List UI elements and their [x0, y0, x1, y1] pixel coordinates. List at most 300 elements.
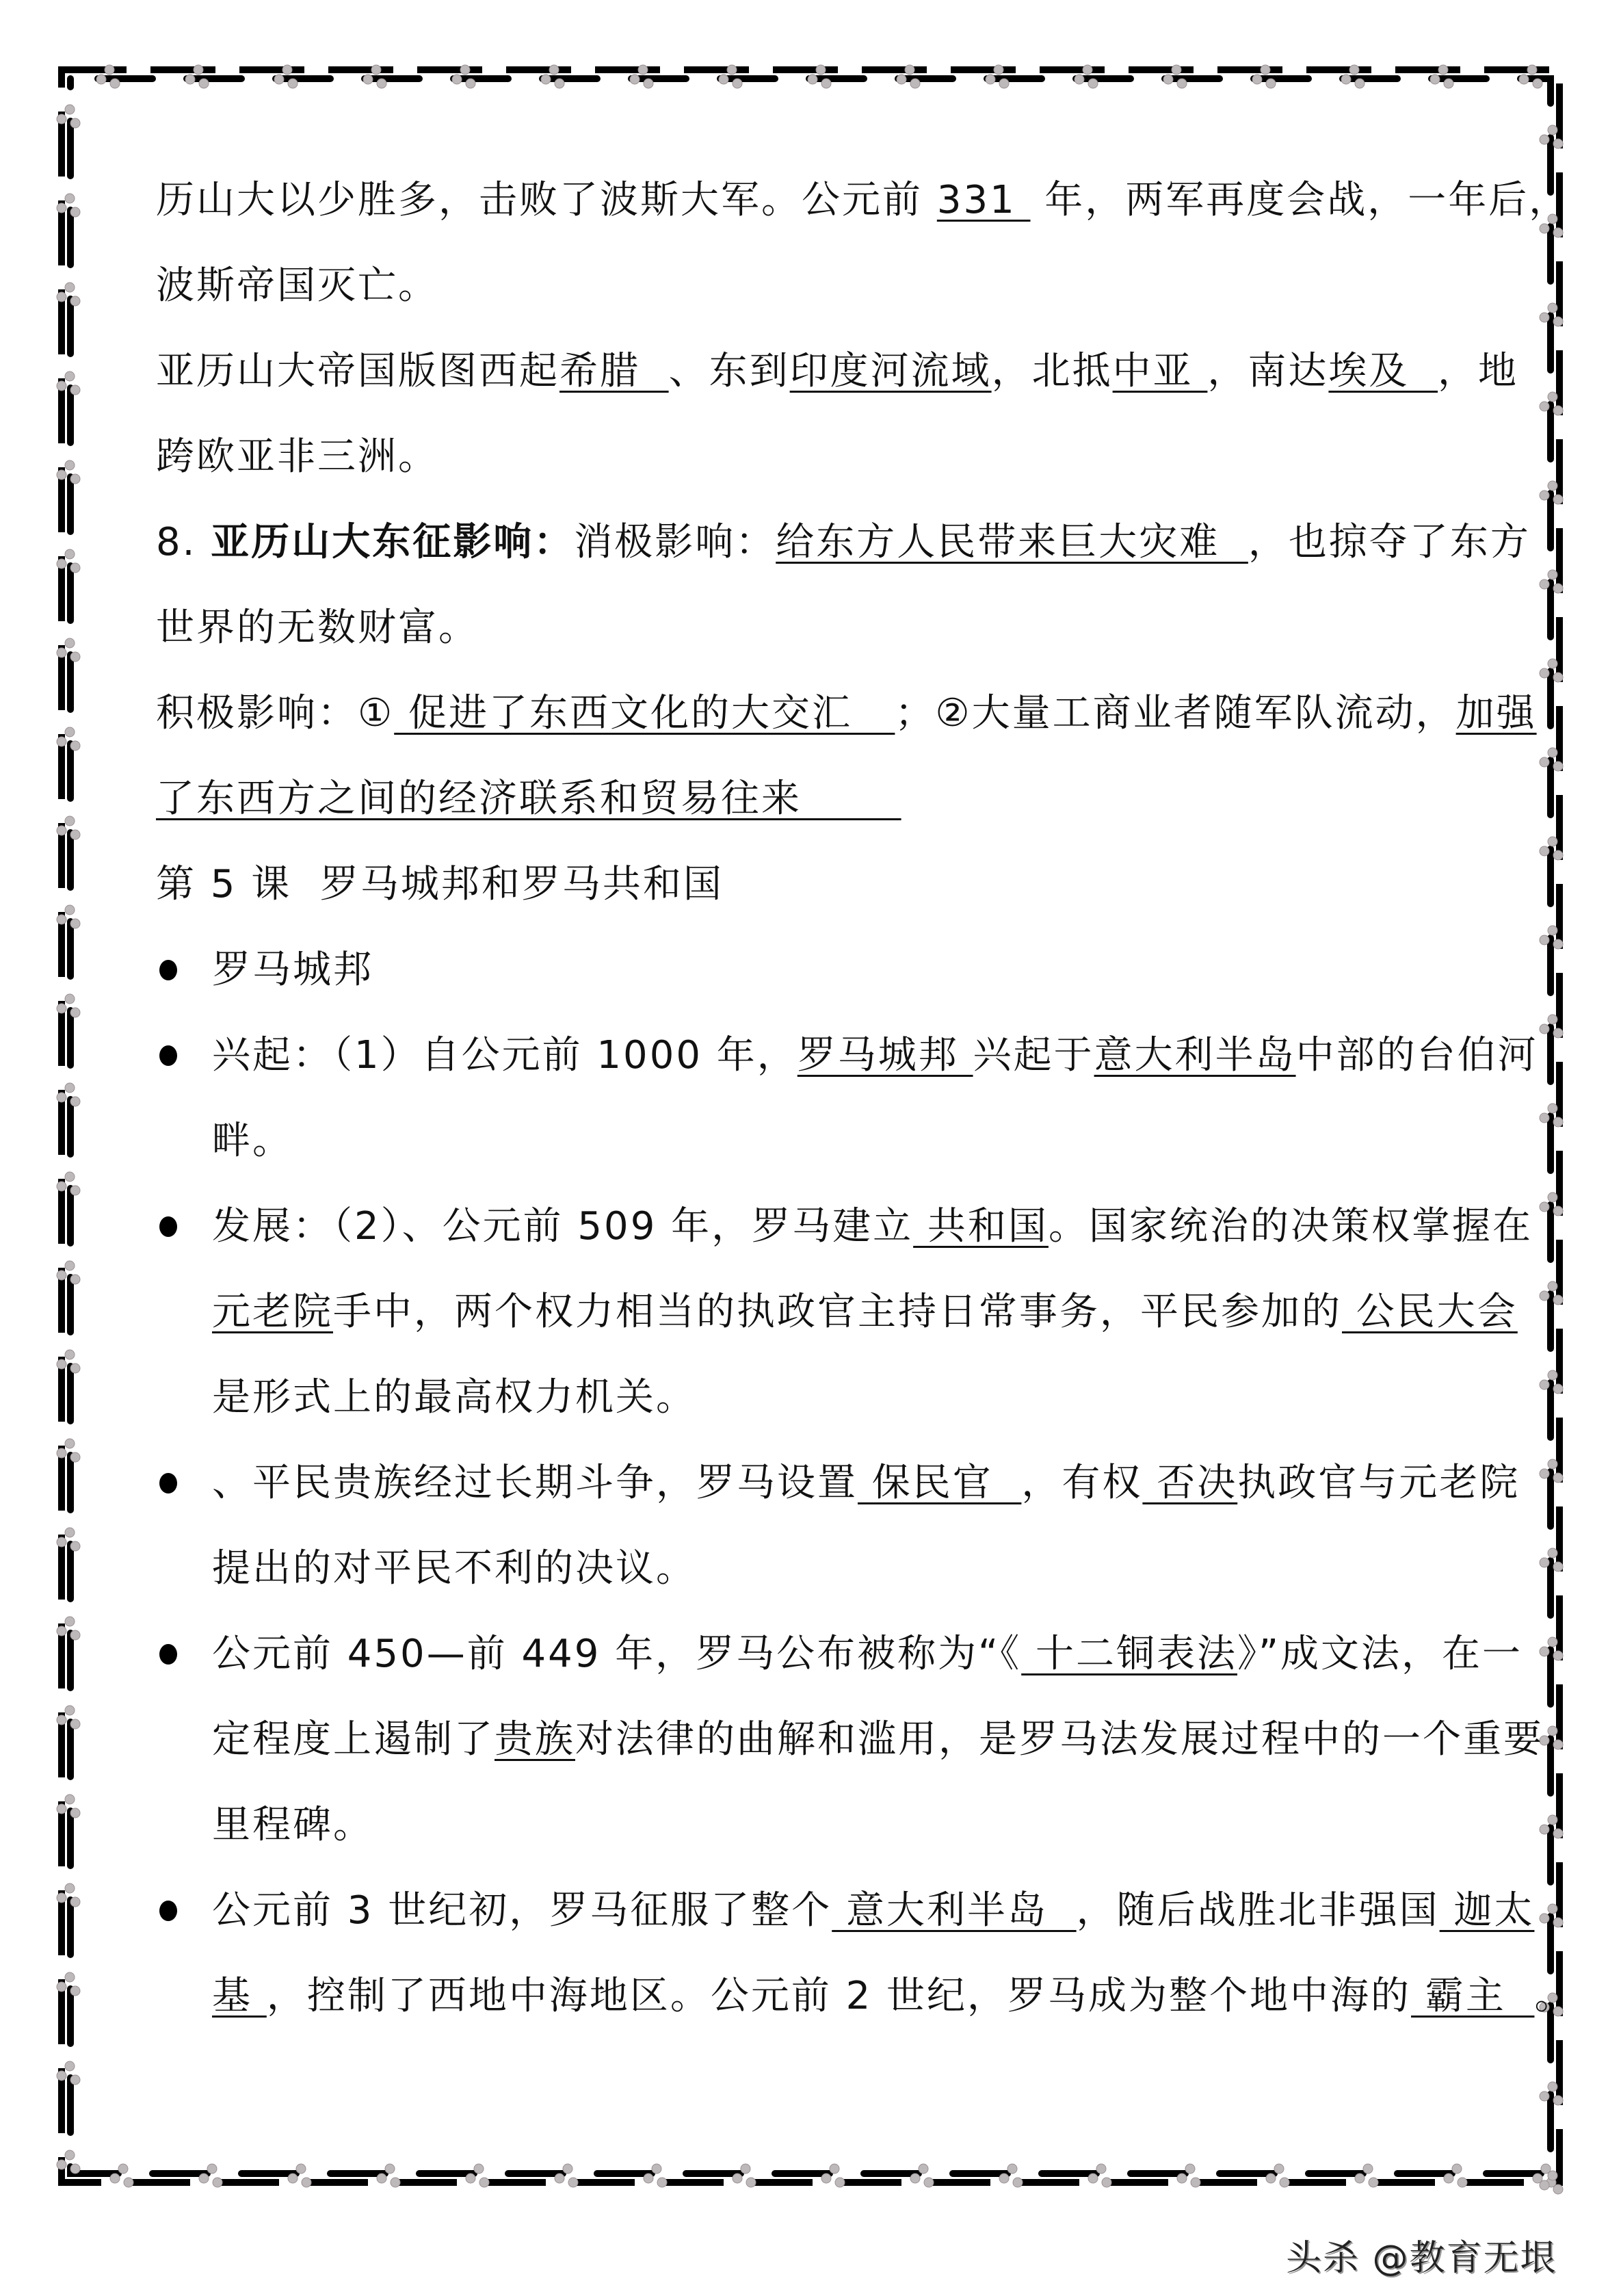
border-dot-icon — [1540, 846, 1549, 856]
border-dot-icon — [199, 2174, 209, 2183]
border-dot-icon — [1274, 2164, 1284, 2174]
border-dot-icon — [1369, 2178, 1378, 2187]
border-dot-icon — [1266, 79, 1276, 88]
bullet-list-item-line — [212, 1868, 1534, 1953]
border-dot-icon — [1548, 1548, 1557, 1558]
border-dot-icon — [57, 1359, 66, 1369]
text-segment: 兴起：（1）自公元前 1000 年， — [212, 1033, 798, 1078]
border-dot-icon — [1553, 1651, 1563, 1660]
border-dot-icon — [57, 1004, 66, 1013]
text-segment: 中部的台伯河 — [1295, 1033, 1538, 1078]
border-dot-icon — [1548, 2082, 1557, 2091]
border-dot-icon — [1540, 579, 1549, 589]
border-dot-icon — [70, 1986, 80, 1996]
text-segment: 历山大以少胜多，击败了波斯大军。公元前 — [156, 178, 937, 222]
border-dot-icon — [1553, 1829, 1563, 1838]
border-dot-icon — [808, 75, 817, 84]
text-segment: ，地 — [1438, 349, 1519, 393]
border-dot-icon — [657, 2178, 667, 2187]
border-dot-icon — [65, 1528, 75, 1537]
border-dot-icon — [1007, 2164, 1017, 2174]
border-dot-icon — [57, 114, 66, 124]
text-line — [212, 1098, 293, 1184]
border-dot-icon — [1553, 2184, 1563, 2194]
border-dot-icon — [905, 65, 914, 75]
bullet-dot-icon — [159, 960, 177, 980]
text-segment: 、东到 — [668, 349, 790, 393]
border-dot-icon — [57, 1893, 66, 1903]
border-dot-icon — [70, 207, 80, 217]
text-segment: 执政官与元老院 — [1237, 1461, 1520, 1505]
border-dot-icon — [65, 727, 75, 737]
border-dot-icon — [1519, 75, 1529, 84]
text-segment: 里程碑。 — [212, 1803, 373, 1847]
border-dot-icon — [57, 915, 66, 924]
text-segment: 发展：（2）、公元前 509 年，罗马建立 — [212, 1204, 914, 1249]
border-dot-icon — [727, 65, 737, 75]
border-dot-icon — [1553, 495, 1563, 504]
bullet-dot-icon — [159, 1045, 177, 1066]
answer-blank: 元老院 — [212, 1290, 333, 1334]
border-dot-icon — [57, 1448, 66, 1458]
border-dot-icon — [1458, 2178, 1467, 2187]
border-dot-icon — [57, 1804, 66, 1814]
border-dot-icon — [830, 2164, 839, 2174]
border-dot-icon — [555, 2174, 564, 2183]
border-dot-icon — [1548, 1370, 1557, 1380]
border-dot-icon — [70, 1008, 80, 1017]
text-segment: 。国家统治的决策权掌握在 — [1048, 1204, 1533, 1249]
text-line — [156, 243, 438, 328]
answer-blank: 基 — [212, 1974, 267, 2018]
border-dot-icon — [274, 75, 284, 84]
border-dot-icon — [1548, 392, 1557, 402]
text-line — [156, 414, 438, 499]
text-segment: 亚历山大帝国版图西起 — [156, 349, 559, 393]
text-line — [156, 756, 901, 842]
bullet-list-item-line — [212, 1611, 1523, 1697]
border-dot-icon — [1363, 2164, 1373, 2174]
border-dot-icon — [194, 65, 203, 75]
border-dot-icon — [1163, 75, 1173, 84]
border-dot-icon — [65, 2061, 75, 2071]
border-dot-icon — [924, 2178, 934, 2187]
text-line — [156, 585, 479, 670]
border-dot-icon — [1548, 659, 1557, 668]
border-dot-icon — [1548, 1459, 1557, 1469]
border-dot-icon — [910, 79, 920, 88]
text-segment: ，有权 — [1021, 1461, 1143, 1505]
border-dot-icon — [1553, 1562, 1563, 1571]
border-dot-icon — [57, 2071, 66, 2080]
text-segment: 公元前 3 世纪初，罗马征服了整个 — [212, 1888, 832, 1933]
border-dot-icon — [105, 65, 114, 75]
text-segment: ，南达 — [1207, 349, 1329, 393]
border-dot-icon — [1349, 65, 1359, 75]
border-dot-icon — [288, 2174, 298, 2183]
border-dot-icon — [1553, 850, 1563, 860]
border-dot-icon — [185, 75, 195, 84]
border-dot-icon — [1444, 79, 1453, 88]
border-dot-icon — [1540, 491, 1549, 500]
border-dot-icon — [1540, 1024, 1549, 1034]
text-segment: 。 — [1534, 1974, 1575, 2018]
border-dot-icon — [1533, 79, 1542, 88]
answer-blank: 共和国 — [913, 1204, 1049, 1249]
text-segment: 提出的对平民不利的决议。 — [212, 1546, 696, 1591]
border-dot-icon — [70, 919, 80, 928]
border-dot-icon — [65, 2150, 75, 2160]
answer-blank: 中亚 — [1112, 349, 1208, 393]
border-dot-icon — [1548, 481, 1557, 491]
answer-blank: 印度河流域 — [789, 349, 992, 393]
text-segment: 公元前 450—前 449 年，罗马公布被称为“《 — [212, 1632, 1022, 1676]
text-line — [212, 1526, 696, 1611]
border-dot-icon — [65, 1972, 75, 1982]
border-dot-icon — [118, 2164, 128, 2174]
border-dot-icon — [363, 75, 373, 84]
border-dot-icon — [541, 75, 551, 84]
border-dot-icon — [1548, 1637, 1557, 1647]
border-dot-icon — [110, 2174, 120, 2183]
answer-blank: 意大利半岛 — [832, 1888, 1077, 1933]
text-segment: ，也掠夺了东方 — [1248, 520, 1531, 564]
border-dot-icon — [70, 2164, 80, 2174]
border-dot-icon — [479, 2178, 489, 2187]
border-dot-icon — [452, 75, 462, 84]
border-dot-icon — [733, 2174, 742, 2183]
answer-blank: 十二铜表法 — [1021, 1632, 1237, 1676]
text-line — [212, 1953, 1574, 2039]
text-segment: 畔。 — [212, 1119, 293, 1163]
border-dot-icon — [65, 1706, 75, 1715]
border-dot-icon — [57, 826, 66, 835]
border-dot-icon — [385, 2164, 395, 2174]
border-dot-icon — [1102, 2178, 1111, 2187]
border-dot-icon — [994, 65, 1003, 75]
border-dot-icon — [1553, 2096, 1563, 2105]
border-dot-icon — [1266, 2174, 1276, 2183]
border-dot-icon — [1548, 570, 1557, 579]
border-dot-icon — [1185, 2164, 1195, 2174]
border-dot-icon — [1553, 1206, 1563, 1216]
border-dot-icon — [70, 1541, 80, 1551]
border-dot-icon — [57, 292, 66, 302]
text-segment: 世界的无数财富。 — [156, 605, 479, 650]
border-dot-icon — [57, 470, 66, 480]
answer-blank: 331 — [936, 178, 1031, 222]
border-dot-icon — [70, 1719, 80, 1729]
border-dot-icon — [644, 2174, 653, 2183]
border-dot-icon — [57, 1270, 66, 1280]
border-dot-icon — [1355, 2174, 1365, 2183]
border-dot-icon — [57, 381, 66, 391]
border-dot-icon — [1553, 761, 1563, 771]
border-dot-icon — [1177, 79, 1187, 88]
border-dot-icon — [65, 994, 75, 1004]
border-dot-icon — [1430, 75, 1440, 84]
border-dot-icon — [1540, 1380, 1549, 1390]
text-segment: 罗马城邦 — [212, 948, 373, 992]
bold-heading-text: 亚历山大东征影响： — [211, 520, 575, 564]
border-dot-icon — [57, 559, 66, 569]
border-dot-icon — [70, 1452, 80, 1462]
text-segment: ，北抵 — [991, 349, 1113, 393]
text-segment: 是形式上的最高权力机关。 — [212, 1375, 696, 1420]
border-dot-icon — [282, 65, 292, 75]
answer-blank: 霸主 — [1411, 1974, 1535, 2018]
text-segment: 定程度上遏制了 — [212, 1717, 495, 1762]
border-dot-icon — [999, 79, 1009, 88]
border-dot-icon — [1088, 2174, 1098, 2183]
text-line — [156, 670, 1537, 756]
text-segment: 、平民贵族经过长期斗争，罗马设置 — [212, 1461, 858, 1505]
border-dot-icon — [474, 2164, 484, 2174]
border-dot-icon — [70, 830, 80, 839]
border-dot-icon — [1540, 935, 1549, 945]
border-dot-icon — [65, 1439, 75, 1448]
border-dot-icon — [1540, 1647, 1549, 1656]
border-dot-icon — [377, 79, 386, 88]
border-dot-icon — [466, 79, 475, 88]
border-dot-icon — [65, 549, 75, 559]
border-dot-icon — [1553, 584, 1563, 593]
text-line — [156, 842, 724, 927]
answer-blank: 保民官 — [858, 1461, 1022, 1505]
border-dot-icon — [1540, 1113, 1549, 1123]
border-dot-icon — [57, 1182, 66, 1191]
border-dot-icon — [57, 2160, 66, 2169]
border-dot-icon — [1548, 1281, 1557, 1291]
border-dot-icon — [70, 1186, 80, 1195]
border-dot-icon — [1553, 1384, 1563, 1394]
border-dot-icon — [1540, 1202, 1549, 1212]
border-dot-icon — [1096, 2164, 1106, 2174]
border-dot-icon — [1177, 2174, 1187, 2183]
text-segment: ，随后战胜北非强国 — [1076, 1888, 1440, 1933]
border-dot-icon — [1548, 1192, 1557, 1202]
answer-blank: 埃及 — [1328, 349, 1438, 393]
border-dot-icon — [199, 79, 209, 88]
border-dot-icon — [919, 2164, 928, 2174]
text-segment: ，控制了西地中海地区。公元前 2 世纪，罗马成为整个地中海的 — [266, 1974, 1412, 2018]
border-dot-icon — [1553, 317, 1563, 326]
border-dot-icon — [1083, 65, 1092, 75]
watermark: 头杀 @教育无垠 — [1286, 2238, 1557, 2279]
answer-blank: 了东西方之间的经济联系和贸易往来 — [156, 777, 901, 821]
border-dot-icon — [70, 2075, 80, 2085]
bullet-dot-icon — [159, 1644, 177, 1665]
text-segment: 消极影响： — [574, 520, 776, 564]
border-dot-icon — [1540, 1825, 1549, 1834]
text-segment: 8. — [156, 520, 211, 564]
answer-blank: 否决 — [1142, 1461, 1238, 1505]
text-line — [212, 1697, 1544, 1782]
border-dot-icon — [70, 118, 80, 128]
border-dot-icon — [57, 1537, 66, 1547]
border-dot-icon — [65, 283, 75, 292]
border-dot-icon — [719, 75, 728, 84]
border-dot-icon — [638, 65, 648, 75]
text-segment: 手中，两个权力相当的执政官主持日常事务，平民参加的 — [333, 1290, 1342, 1334]
border-dot-icon — [1553, 1473, 1563, 1483]
border-dot-icon — [1548, 303, 1557, 313]
border-dot-icon — [371, 65, 381, 75]
border-dot-icon — [1553, 1028, 1563, 1038]
border-dot-icon — [70, 1630, 80, 1640]
border-dot-icon — [1540, 1291, 1549, 1301]
border-dot-icon — [1075, 75, 1084, 84]
border-dot-icon — [1452, 2164, 1462, 2174]
border-dot-icon — [1540, 1558, 1549, 1567]
text-line — [212, 1782, 373, 1868]
text-segment: 第 5 课 罗马城邦和罗马共和国 — [156, 862, 724, 906]
border-dot-icon — [70, 296, 80, 306]
border-dot-icon — [568, 2178, 578, 2187]
bullet-list-item-line — [212, 1440, 1520, 1526]
border-dot-icon — [65, 1172, 75, 1182]
border-dot-icon — [70, 741, 80, 751]
border-dot-icon — [733, 79, 742, 88]
border-dot-icon — [65, 460, 75, 470]
border-dot-icon — [1553, 939, 1563, 949]
border-dot-icon — [1438, 65, 1448, 75]
border-dot-icon — [1553, 139, 1563, 148]
border-dot-icon — [460, 65, 470, 75]
border-dot-icon — [1540, 313, 1549, 322]
border-dot-icon — [65, 371, 75, 381]
text-line — [212, 1355, 696, 1440]
border-dot-icon — [1540, 757, 1549, 767]
border-dot-icon — [1540, 2091, 1549, 2101]
border-dot-icon — [1548, 926, 1557, 935]
border-dot-icon — [1553, 1295, 1563, 1305]
bullet-dot-icon — [159, 1216, 177, 1237]
border-dot-icon — [57, 1093, 66, 1102]
border-dot-icon — [96, 75, 106, 84]
border-dot-icon — [1261, 65, 1270, 75]
text-segment: 》”成文法，在一 — [1237, 1632, 1523, 1676]
border-dot-icon — [65, 638, 75, 648]
text-segment: 波斯帝国灭亡。 — [156, 263, 438, 308]
text-segment: ；②大量工商业者随军队流动， — [895, 691, 1456, 735]
border-dot-icon — [70, 474, 80, 484]
text-line — [212, 1269, 1518, 1355]
border-dot-icon — [835, 2178, 845, 2187]
border-dot-icon — [1548, 2171, 1557, 2180]
border-dot-icon — [1252, 75, 1262, 84]
border-dot-icon — [296, 2164, 306, 2174]
bullet-list-item-line — [212, 927, 373, 1013]
border-dot-icon — [652, 2164, 661, 2174]
border-dot-icon — [124, 2178, 133, 2187]
answer-blank: 促进了东西文化的大交汇 — [394, 691, 895, 735]
border-dot-icon — [1527, 65, 1537, 75]
answer-blank: 意大利半岛 — [1094, 1033, 1296, 1078]
border-dot-icon — [1088, 79, 1098, 88]
border-dot-icon — [1553, 406, 1563, 415]
border-dot-icon — [70, 1275, 80, 1284]
answer-blank: 给东方人民带来巨大灾难 — [776, 520, 1248, 564]
border-dot-icon — [644, 79, 653, 88]
border-dot-icon — [999, 2174, 1009, 2183]
border-dot-icon — [1444, 2174, 1453, 2183]
border-dot-icon — [986, 75, 995, 84]
border-dot-icon — [1191, 2178, 1200, 2187]
border-dot-icon — [1553, 1117, 1563, 1127]
border-dot-icon — [65, 1617, 75, 1626]
border-dot-icon — [70, 1364, 80, 1373]
text-segment: 积极影响：① — [156, 691, 395, 735]
border-dot-icon — [1540, 1469, 1549, 1478]
border-dot-icon — [1548, 1815, 1557, 1825]
border-dot-icon — [555, 79, 564, 88]
border-dot-icon — [65, 1083, 75, 1093]
border-dot-icon — [70, 652, 80, 662]
border-dot-icon — [65, 1350, 75, 1359]
bullet-list-item-line — [212, 1184, 1533, 1269]
bullet-list-item-line — [212, 1013, 1538, 1098]
border-dot-icon — [741, 2164, 750, 2174]
border-dot-icon — [1553, 673, 1563, 682]
border-dot-icon — [110, 79, 120, 88]
border-dot-icon — [746, 2178, 756, 2187]
text-segment: 对法律的曲解和滥用，是罗马法发展过程中的一个重要 — [575, 1717, 1544, 1762]
border-dot-icon — [1341, 75, 1351, 84]
text-line — [156, 157, 1569, 243]
border-dot-icon — [302, 2178, 311, 2187]
text-line — [156, 499, 1531, 585]
border-dot-icon — [70, 1897, 80, 1907]
answer-blank: 罗马城邦 — [797, 1033, 973, 1078]
border-dot-icon — [57, 737, 66, 746]
bullet-dot-icon — [159, 1473, 177, 1493]
border-dot-icon — [1540, 2180, 1549, 2190]
border-dot-icon — [1355, 79, 1365, 88]
border-dot-icon — [57, 203, 66, 213]
border-dot-icon — [1540, 402, 1549, 411]
border-dot-icon — [57, 648, 66, 657]
border-dot-icon — [70, 1097, 80, 1106]
border-dot-icon — [816, 65, 826, 75]
border-dot-icon — [65, 1261, 75, 1270]
border-dot-icon — [1548, 748, 1557, 757]
border-dot-icon — [57, 1626, 66, 1636]
border-dot-icon — [549, 65, 559, 75]
border-dot-icon — [57, 1982, 66, 1992]
border-dot-icon — [377, 2174, 386, 2183]
border-dot-icon — [70, 385, 80, 395]
border-dot-icon — [563, 2164, 572, 2174]
answer-blank: 加强 — [1455, 691, 1537, 735]
border-dot-icon — [57, 1715, 66, 1725]
text-segment: 年，两军再度会战，一年后， — [1030, 178, 1570, 222]
border-dot-icon — [65, 105, 75, 114]
border-dot-icon — [1548, 1104, 1557, 1113]
border-dot-icon — [1540, 668, 1549, 678]
border-dot-icon — [466, 2174, 475, 2183]
border-dot-icon — [65, 194, 75, 203]
text-line — [156, 328, 1518, 414]
border-dot-icon — [1553, 1740, 1563, 1749]
border-dot-icon — [1172, 65, 1181, 75]
border-dot-icon — [1280, 2178, 1289, 2187]
border-dot-icon — [1548, 1904, 1557, 1914]
border-dot-icon — [65, 905, 75, 915]
border-dot-icon — [897, 75, 906, 84]
border-dot-icon — [65, 816, 75, 826]
text-segment: 跨欧亚非三洲。 — [156, 434, 438, 479]
